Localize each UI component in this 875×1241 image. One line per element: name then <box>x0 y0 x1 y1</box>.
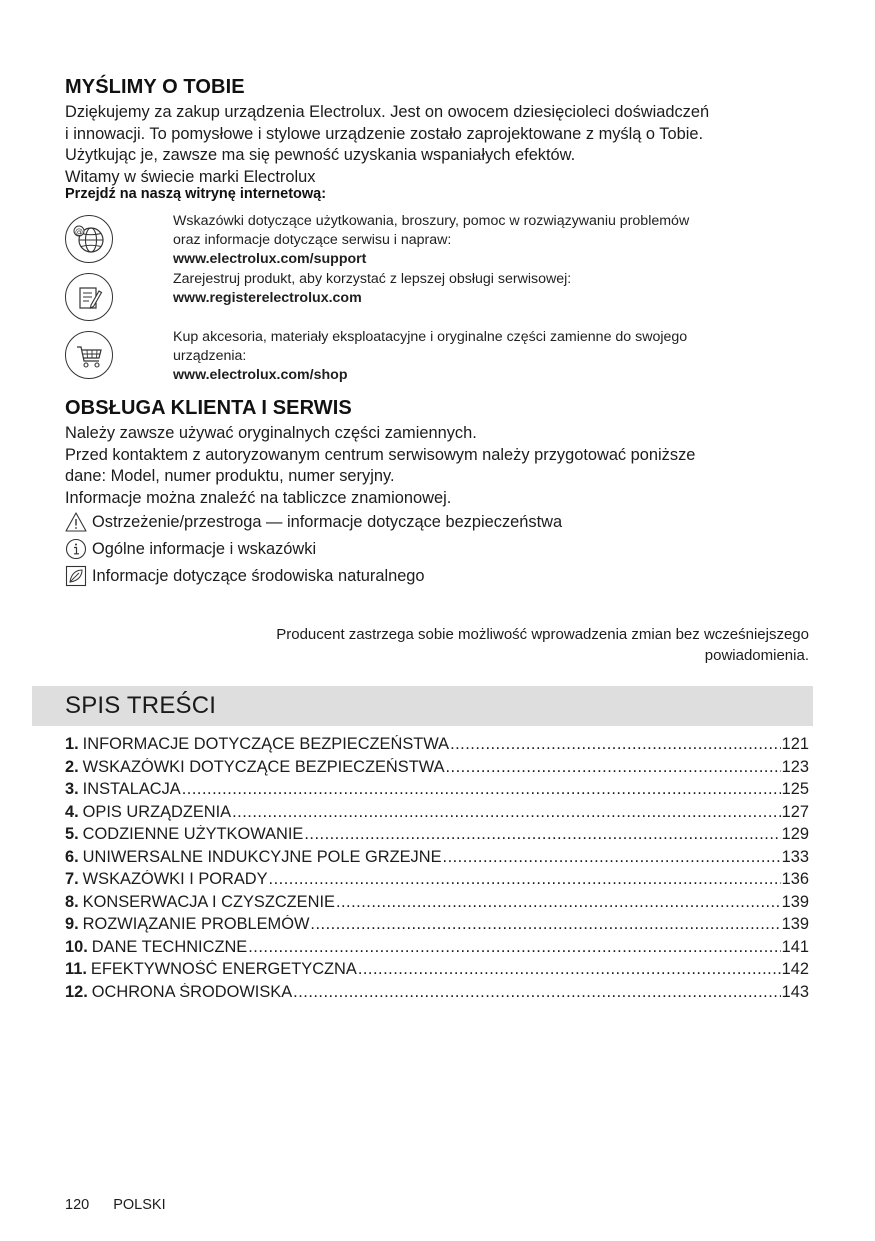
toc-leader-dots <box>182 780 781 799</box>
legend-info-text: Ogólne informacje i wskazówki <box>92 539 317 558</box>
toc-entry-number: 5. <box>65 825 79 843</box>
disclaimer <box>149 624 809 666</box>
disclaimer-line: Producent zastrzega sobie możliwość wprowadzenia zmian bez wcześniejszego <box>276 626 809 643</box>
info-icon <box>65 538 87 560</box>
toc-entry-6[interactable] <box>65 848 809 871</box>
toc-entry-9[interactable] <box>65 915 809 938</box>
toc-entry-label: WSKAZÓWKI I PORADY <box>82 870 268 888</box>
toc-leader-dots <box>304 825 780 844</box>
toc-entry-number: 7. <box>65 870 79 888</box>
toc-entry-page: 139 <box>781 892 809 911</box>
toc-entry-label: OCHRONA ŚRODOWISKA <box>91 982 293 1001</box>
toc-entry-label: KONSERWACJA I CZYSZCZENIE <box>82 892 335 911</box>
register-description: Zarejestruj produkt, aby korzystać z lepszej obsługi serwisowej: <box>173 271 572 287</box>
toc-leader-dots <box>248 938 780 957</box>
register-icon <box>65 273 113 321</box>
toc-entry-2[interactable] <box>65 758 809 781</box>
register-link-block <box>173 270 813 308</box>
toc-leader-dots <box>450 735 781 754</box>
table-of-contents <box>65 735 809 1005</box>
toc-entry-number: 4. <box>65 802 79 821</box>
section-title-thinking-of-you: MYŚLIMY O TOBIE <box>65 76 245 98</box>
toc-header-band <box>32 686 813 726</box>
toc-entry-number: 9. <box>65 915 79 933</box>
toc-entry-4[interactable] <box>65 803 809 826</box>
support-description: Wskazówki dotyczące użytkowania, broszury, pomoc w rozwiązywaniu problemów <box>173 213 690 229</box>
intro-line: Witamy w świecie marki Electrolux <box>65 167 316 186</box>
toc-entry-label: UNIWERSALNE INDUKCYJNE POLE GRZEJNE <box>82 847 442 866</box>
toc-entry-number: 1. <box>65 735 79 753</box>
toc-leader-dots <box>358 960 781 979</box>
toc-entry-label: INSTALACJA <box>82 780 181 798</box>
toc-title: SPIS TREŚCI <box>65 692 217 719</box>
toc-leader-dots <box>443 848 781 867</box>
toc-entry-page: 142 <box>781 960 809 978</box>
service-line: dane: Model, numer produktu, numer seryjny. <box>65 467 395 485</box>
service-paragraph <box>65 423 815 509</box>
toc-entry-number: 11. <box>65 960 87 978</box>
toc-entry-8[interactable] <box>65 893 809 916</box>
section-title-customer-service: OBSŁUGA KLIENTA I SERWIS <box>65 397 352 419</box>
toc-entry-10[interactable] <box>65 938 809 961</box>
toc-leader-dots <box>336 893 781 912</box>
legend-environment <box>65 565 425 587</box>
toc-entry-5[interactable] <box>65 825 809 848</box>
intro-line: Użytkując je, zawsze ma się pewność uzyskania wspaniałych efektów. <box>65 146 576 164</box>
legend-warning-text: Ostrzeżenie/przestroga — informacje dotyczące bezpieczeństwa <box>92 512 563 531</box>
toc-entry-label: CODZIENNE UŻYTKOWANIE <box>82 825 304 843</box>
toc-entry-number: 10. <box>65 937 88 956</box>
toc-entry-12[interactable] <box>65 983 809 1006</box>
register-link[interactable]: www.registerelectrolux.com <box>173 290 362 306</box>
page-footer <box>65 1197 186 1213</box>
toc-entry-number: 2. <box>65 757 79 776</box>
environment-icon <box>65 565 87 587</box>
toc-entry-label: DANE TECHNICZNE <box>91 937 248 956</box>
toc-entry-page: 125 <box>781 780 809 798</box>
toc-entry-label: INFORMACJE DOTYCZĄCE BEZPIECZEŃSTWA <box>82 735 450 753</box>
toc-entry-page: 136 <box>781 870 809 888</box>
toc-entry-page: 133 <box>781 847 809 866</box>
toc-entry-page: 123 <box>781 757 809 776</box>
legend-environment-text: Informacje dotyczące środowiska naturalnego <box>92 566 425 585</box>
toc-entry-label: OPIS URZĄDZENIA <box>82 802 232 821</box>
globe-icon <box>65 215 113 263</box>
support-link[interactable]: www.electrolux.com/support <box>173 251 367 267</box>
toc-entry-page: 127 <box>781 802 809 821</box>
toc-leader-dots <box>310 915 780 934</box>
warning-icon <box>65 511 87 533</box>
toc-entry-label: ROZWIĄZANIE PROBLEMÓW <box>82 915 310 933</box>
svg-text:@: @ <box>75 227 83 236</box>
toc-entry-page: 143 <box>781 982 809 1001</box>
toc-entry-number: 12. <box>65 982 88 1001</box>
toc-entry-number: 3. <box>65 780 79 798</box>
shop-description: Kup akcesoria, materiały eksploatacyjne i oryginalne części zamienne do swojego <box>173 329 688 345</box>
toc-entry-page: 129 <box>781 825 809 843</box>
toc-entry-page: 141 <box>781 937 809 956</box>
toc-entry-label: WSKAZÓWKI DOTYCZĄCE BEZPIECZEŃSTWA <box>82 757 445 776</box>
service-line: Przed kontaktem z autoryzowanym centrum serwisowym należy przygotować poniższe <box>65 445 696 464</box>
disclaimer-line: powiadomienia. <box>704 647 809 664</box>
toc-entry-7[interactable] <box>65 870 809 893</box>
shop-link-block <box>173 328 813 385</box>
toc-entry-1[interactable] <box>65 735 809 758</box>
visit-website-label: Przejdź na naszą witrynę internetową: <box>65 186 327 202</box>
toc-entry-3[interactable] <box>65 780 809 803</box>
toc-entry-number: 8. <box>65 892 79 911</box>
intro-line: Dziękujemy za zakup urządzenia Electrolux. Jest on owocem dziesięcioleci doświadczeń <box>65 103 710 121</box>
toc-leader-dots <box>446 758 781 777</box>
shopping-cart-icon <box>65 331 113 379</box>
toc-entry-label: EFEKTYWNOŚĆ ENERGETYCZNA <box>90 960 357 978</box>
service-line: Informacje można znaleźć na tabliczce znamionowej. <box>65 488 452 507</box>
legend-warning <box>65 511 562 533</box>
toc-entry-11[interactable] <box>65 960 809 983</box>
shop-link[interactable]: www.electrolux.com/shop <box>173 367 348 383</box>
toc-leader-dots <box>232 803 781 822</box>
language-label: POLSKI <box>113 1197 166 1213</box>
toc-entry-page: 139 <box>781 915 809 933</box>
intro-paragraph <box>65 102 815 188</box>
shop-description: urządzenia: <box>173 348 247 364</box>
support-description: oraz informacje dotyczące serwisu i napraw: <box>173 232 452 248</box>
intro-line: i innowacji. To pomysłowe i stylowe urządzenie zostało zaprojektowane z myślą o Tobie. <box>65 124 704 143</box>
toc-entry-page: 121 <box>781 735 809 753</box>
service-line: Należy zawsze używać oryginalnych części zamiennych. <box>65 424 477 442</box>
toc-leader-dots <box>269 870 781 889</box>
support-link-block <box>173 212 813 269</box>
toc-entry-number: 6. <box>65 847 79 866</box>
legend-info <box>65 538 316 560</box>
toc-leader-dots <box>293 983 780 1002</box>
page-number: 120 <box>65 1197 90 1213</box>
